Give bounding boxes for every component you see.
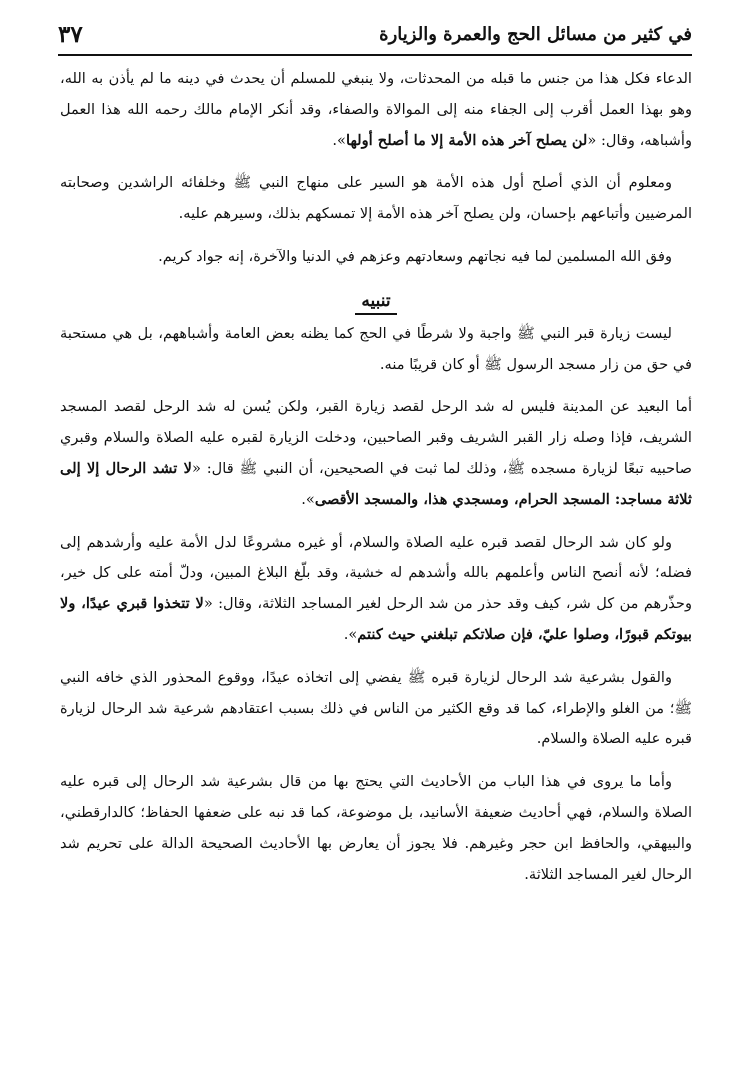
paragraph: وأما ما يروى في هذا الباب من الأحاديث التي يحتج بها من قال بشرعية شد الرحال إلى قبره عليه الصلاة والسلام، فهي أحاديث ضعيفة الأسانيد، بل موضوعة، كما قد نبه على ضعفها الحفاظ؛ كالدارقطني، والبيهقي، والحافظ ابن حجر وغيرهم. فلا يجوز أن يعارض بها الأحاديث الصحيحة الدالة على تحريم شد الرحال لغير المساجد الثلاثة. [60, 773, 692, 883]
paragraph [60, 64, 692, 156]
paragraph: وفق الله المسلمين لما فيه نجاتهم وسعادتهم وعزهم في الدنيا والآخرة، إنه جواد كريم. [158, 247, 672, 265]
quote-bold: لا تشد الرحال إلا إلى ثلاثة مساجد: المسجد الحرام، ومسجدي هذا، والمسجد الأقصى [60, 459, 692, 508]
paragraph [60, 392, 692, 515]
running-header [58, 14, 692, 56]
page-number: ٣٧ [58, 20, 83, 48]
section-heading [60, 285, 692, 317]
paragraph-text: ولو كان شد الرحال لقصد قبره عليه الصلاة والسلام، أو غيره مشروعًا لدل الأمة عليه وأرشدهم إلى فضله؛ لأنه أنصح الناس وأعلمهم بالله وأشدهم له خشية، وقد بلّغ البلاغ المبين، ودلّ أمته على كل خير، وحذّرهم من كل شر، كيف وقد حذر من شد الرحل لغير المساجد الثلاثة، وقال: « [60, 533, 693, 613]
paragraph-text: ». [343, 625, 358, 643]
paragraph [60, 528, 692, 651]
quote-bold: لن يصلح آخر هذه الأمة إلا ما أصلح أولها [346, 131, 588, 149]
page-body [60, 64, 692, 902]
section-heading-text: تنبيه [355, 289, 396, 315]
paragraph-text: الدعاء فكل هذا من جنس ما قبله من المحدثات، ولا ينبغي للمسلم أن يحدث في دينه ما لم يأذن به الله، وهو بهذا العمل أقرب إلى الجفاء منه إلى الموالاة والصفاء، وقد أنكر الإمام مالك رحمه الله هذا العمل وأشباهه، وقال: « [60, 70, 692, 149]
paragraph-text: ». [332, 131, 346, 149]
paragraph-text: ». [301, 490, 315, 508]
paragraph: والقول بشرعية شد الرحال لزيارة قبره ﷺ يفضي إلى اتخاذه عيدًا، ووقوع المحذور الذي خافه النبي ﷺ؛ من الغلو والإطراء، كما قد وقع الكثير من الناس في ذلك بسبب اعتقادهم شرعية شد الرحال لزيارة قبره عليه الصلاة والسلام. [60, 668, 692, 748]
paragraph: ومعلوم أن الذي أصلح أول هذه الأمة هو السير على منهاج النبي ﷺ وخلفائه الراشدين وصحابته المرضيين وأتباعهم بإحسان، ولن يصلح آخر هذه الأمة إلا تمسكهم بذلك، وسيرهم عليه. [60, 174, 692, 223]
header-title: في كثير من مسائل الحج والعمرة والزيارة [379, 23, 692, 45]
quote-bold: لا تتخذوا قبري عيدًا، ولا بيوتكم قبورًا، وصلوا عليّ، فإن صلاتكم تبلغني حيث كنتم [60, 595, 692, 643]
paragraph: ليست زيارة قبر النبي ﷺ واجبة ولا شرطًا في الحج كما يظنه بعض العامة وأشباههم، بل هي مستحبة في حق من زار مسجد الرسول ﷺ أو كان قريبًا منه. [60, 324, 692, 373]
paragraph-text: أما البعيد عن المدينة فليس له شد الرحل لقصد زيارة القبر، ولكن يُسن له شد الرحل لقصد المسجد الشريف، فإذا وصله زار القبر الشريف وقبر الصاحبين، ودخلت الزيارة لقبره عليه الصلاة والسلام وقبري صاحبيه تبعًا لزيارة مسجده ﷺ، وذلك لما ثبت في الصحيحين، أن النبي ﷺ قال: « [60, 398, 692, 477]
